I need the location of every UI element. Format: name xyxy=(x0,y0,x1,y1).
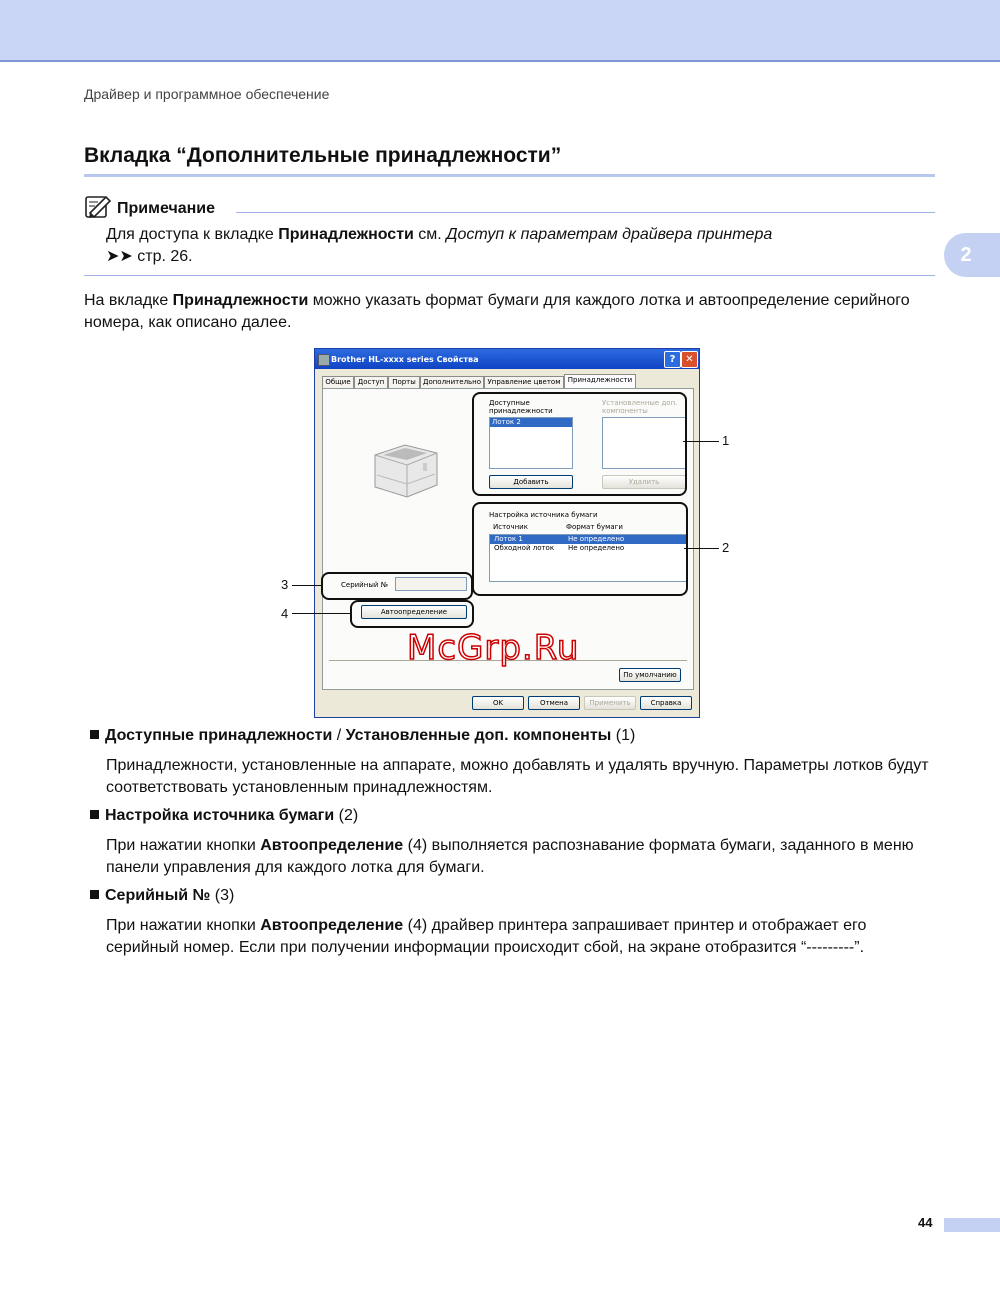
defaults-button[interactable]: По умолчанию xyxy=(619,668,681,682)
item-text: (4) драйвер принтера запрашивает принтер и отображает его серийный номер. Если при получении информации происходит сбой, на экране отобразится “---------”. xyxy=(106,917,867,956)
serial-label: Серийный № xyxy=(341,581,388,589)
intro-bold: Принадлежности xyxy=(172,292,309,309)
available-label: Доступные xyxy=(489,399,530,407)
note-rule-top xyxy=(236,212,935,213)
callout-number-4: 4 xyxy=(281,606,289,621)
item-2-text xyxy=(106,835,936,879)
intro-text: можно указать формат бумаги для каждого лотка и автоопределение серийного номера, как описано далее. xyxy=(84,292,910,331)
page-number: 44 xyxy=(918,1215,933,1230)
item-title-bold: Доступные принадлежности xyxy=(105,727,333,744)
ok-button[interactable]: OK xyxy=(472,696,524,710)
item-title-bold: Серийный № xyxy=(105,887,211,904)
item-title-ref: (3) xyxy=(210,887,235,904)
autodetect-button[interactable]: Автоопределение xyxy=(361,605,467,619)
printer-small-icon xyxy=(318,354,330,366)
note-title: Примечание xyxy=(117,200,216,217)
item-text-bold: Автоопределение xyxy=(260,917,404,934)
note-text-bold: Принадлежности xyxy=(278,226,414,243)
column-paper-format: Формат бумаги xyxy=(566,523,623,531)
item-text: (4) выполняется распознавание формата бумаги, заданного в меню панели управления для каждого лотка для бумаги. xyxy=(106,837,914,876)
tab-color-management[interactable]: Управление цветом xyxy=(484,376,564,388)
installed-label-2: компоненты xyxy=(602,407,648,415)
note-link-text[interactable]: Доступ к параметрам драйвера принтера xyxy=(446,226,773,243)
leader-line-3 xyxy=(292,585,321,586)
item-3-title xyxy=(90,885,234,907)
item-1-text: Принадлежности, установленные на аппарате, можно добавлять и удалять вручную. Параметры лотков будут соответствовать установленным принадлежностям. xyxy=(106,757,929,796)
note-text-part: Для доступа к вкладке xyxy=(106,226,279,243)
item-title-bold: Настройка источника бумаги xyxy=(105,807,335,824)
row-source: Обходной лоток xyxy=(494,544,555,552)
leader-line-1 xyxy=(683,441,719,442)
page-title: Вкладка “Дополнительные принадлежности” xyxy=(84,144,562,167)
tab-advanced[interactable]: Дополнительно xyxy=(420,376,484,388)
bullet-square-icon xyxy=(90,730,99,739)
bullet-square-icon xyxy=(90,890,99,899)
chapter-number: 2 xyxy=(960,244,972,266)
bullet-square-icon xyxy=(90,810,99,819)
installed-label: Установленные доп. xyxy=(602,399,678,407)
callout-box-2 xyxy=(472,502,688,596)
cancel-button[interactable]: Отмена xyxy=(528,696,580,710)
callout-box-3 xyxy=(321,572,473,600)
paper-source-label: Настройка источника бумаги xyxy=(489,511,598,519)
tab-access[interactable]: Доступ xyxy=(354,376,388,388)
callout-number-2: 2 xyxy=(722,540,730,555)
leader-line-4 xyxy=(292,613,350,614)
chapter-tab[interactable] xyxy=(944,233,1000,277)
add-button[interactable]: Добавить xyxy=(489,475,573,489)
item-2-title xyxy=(90,805,358,827)
dialog-title: Brother HL-xxxx series Свойства xyxy=(331,355,479,364)
note-rule-bottom xyxy=(84,275,935,276)
item-title-ref: (2) xyxy=(334,807,359,824)
item-title-sep: / xyxy=(332,727,346,744)
watermark: McGrp.Ru xyxy=(407,628,580,668)
dialog-titlebar xyxy=(315,349,699,369)
help-button[interactable]: Справка xyxy=(640,696,692,710)
breadcrumb: Драйвер и программное обеспечение xyxy=(84,86,330,102)
header-band xyxy=(0,0,1000,62)
close-title-button[interactable]: ✕ xyxy=(681,351,698,368)
note-text xyxy=(106,224,906,268)
callout-number-3: 3 xyxy=(281,577,289,592)
item-text: При нажатии кнопки xyxy=(106,837,261,854)
column-source: Источник xyxy=(493,523,528,531)
note-text-part: см. xyxy=(413,226,447,243)
double-arrow-icon: ➤➤ xyxy=(106,248,133,265)
item-title-bold: Установленные доп. компоненты xyxy=(345,727,612,744)
row-format: Не определено xyxy=(568,535,625,543)
tab-accessories[interactable]: Принадлежности xyxy=(564,374,636,389)
item-3-text xyxy=(106,915,936,959)
tab-general[interactable]: Общие xyxy=(322,376,354,388)
item-title-ref: (1) xyxy=(611,727,636,744)
remove-button[interactable]: Удалить xyxy=(602,475,686,489)
callout-box-4 xyxy=(350,600,474,628)
printer-image xyxy=(365,437,441,499)
callout-box-1 xyxy=(472,392,687,496)
intro-paragraph xyxy=(84,290,944,334)
item-text: При нажатии кнопки xyxy=(106,917,261,934)
row-format: Не определено xyxy=(568,544,625,552)
note-pencil-icon xyxy=(84,194,114,220)
title-rule xyxy=(84,174,935,177)
intro-text: На вкладке xyxy=(84,292,173,309)
item-text-bold: Автоопределение xyxy=(260,837,404,854)
help-title-button[interactable]: ? xyxy=(664,351,681,368)
page-band xyxy=(944,1218,1000,1232)
available-label-2: принадлежности xyxy=(489,407,553,415)
note-page-ref: стр. 26. xyxy=(132,248,193,265)
leader-line-2 xyxy=(684,548,719,549)
callout-number-1: 1 xyxy=(722,433,730,448)
row-source: Лоток 1 xyxy=(494,535,523,543)
list-item[interactable]: Лоток 2 xyxy=(490,418,572,427)
item-1-title xyxy=(90,725,635,747)
tab-ports[interactable]: Порты xyxy=(388,376,420,388)
apply-button[interactable]: Применить xyxy=(584,696,636,710)
